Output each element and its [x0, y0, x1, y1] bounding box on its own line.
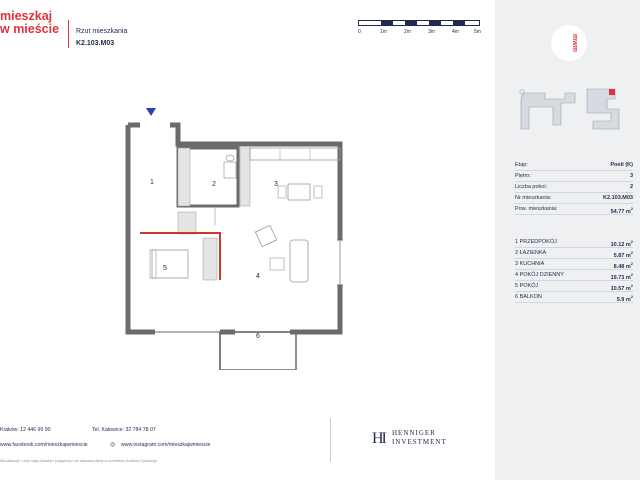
sink [226, 155, 234, 161]
scale-label: 2m [404, 29, 411, 35]
info-row: Nr mieszkania: K2.103.M03 [515, 193, 633, 204]
wall [128, 125, 155, 332]
badge-text: mwm [571, 34, 578, 52]
building-key-plan [515, 85, 625, 135]
room-row: 3 KUCHNIA 8.48 $m^2$ [515, 261, 633, 270]
mwm-badge-icon [551, 25, 587, 61]
armchair [255, 225, 276, 246]
info-row: Piętro: 3 [515, 171, 633, 182]
info-row: Pow. mieszkania: 54.77 $m^2$ [515, 206, 633, 215]
phone-krakow[interactable]: Kraków: 12 446 99 90 [0, 427, 51, 433]
wall [290, 285, 340, 332]
scale-segment [429, 20, 441, 26]
page-title: Rzut mieszkania [76, 28, 128, 35]
disclaimer: Wizualizacje i rzuty mają charakter poglądowy i nie stanowią oferty w rozumieniu Kodeksu Cywilnego. [0, 459, 158, 463]
coffee-table [270, 258, 284, 270]
scale-label: 3m [428, 29, 435, 35]
wardrobe [178, 212, 196, 234]
scale-segment [405, 20, 417, 26]
instagram-link[interactable]: www.instagram.com/mieszkajwmiescie [121, 442, 211, 448]
room-number: 4 [256, 273, 260, 280]
installation-shaft [240, 148, 250, 206]
toilet [224, 162, 236, 178]
apartment-code: K2.103.M03 [76, 40, 115, 47]
room-number: 5 [163, 265, 167, 272]
scale-segment [453, 20, 465, 26]
floor-plan-drawing [120, 100, 380, 370]
bedroom-wardrobe [203, 238, 217, 280]
kitchen-counter [250, 148, 340, 160]
brand-divider [68, 20, 69, 48]
scale-label: 5m [474, 29, 481, 35]
facebook-link[interactable]: www.facebook.com/mieszkajwmiescie [0, 442, 88, 448]
scale-bar [358, 20, 482, 34]
phone-katowice[interactable]: Tel. Katowice: 32 784 78 07 [92, 427, 156, 433]
scale-segment [381, 20, 393, 26]
mwm-logo-icon [551, 25, 587, 61]
room-row: 5 POKÓJ 10.57 $m^2$ [515, 283, 633, 292]
scale-label: 1m [380, 29, 387, 35]
brand-logo [0, 10, 60, 36]
bathtub [178, 148, 190, 206]
info-row: Liczba pokoi: 2 [515, 182, 633, 193]
bed [152, 250, 188, 278]
apartment-highlight [609, 89, 615, 95]
investor-name-1: HENNIGER [392, 429, 436, 437]
room-row: 4 POKÓJ DZIENNY 19.73 $m^2$ [515, 272, 633, 281]
scale-label: 0 [358, 29, 361, 35]
room-number: 6 [256, 333, 260, 340]
dining-table [288, 184, 310, 200]
entrance-marker-icon [146, 108, 156, 116]
scale-label: 4m [452, 29, 459, 35]
room-row: 2 ŁAZIENKA 5.87 $m^2$ [515, 250, 633, 259]
headboard [150, 250, 156, 278]
chair [278, 186, 286, 198]
footer-divider [330, 418, 331, 462]
instagram-icon: ◎ [110, 442, 116, 448]
sofa [290, 240, 308, 282]
info-row: Etap: Poeti (K) [515, 160, 633, 171]
brand-line-1: mieszkaj [0, 9, 53, 23]
brand-line-2: w mieście [0, 22, 60, 36]
investor-mark: HI [372, 430, 385, 447]
room-number: 1 [150, 179, 154, 186]
room-row: 6 BALKON 5.9 $m^2$ [515, 294, 633, 303]
room-number: 3 [274, 181, 278, 188]
building-block-a [521, 93, 575, 129]
info-panel [495, 0, 640, 480]
room-row: 1 PRZEDPOKÓJ 10.12 $m^2$ [515, 239, 633, 248]
chair [314, 186, 322, 198]
investor-name-2: INVESTMENT [392, 438, 447, 446]
room-number: 2 [212, 181, 216, 188]
